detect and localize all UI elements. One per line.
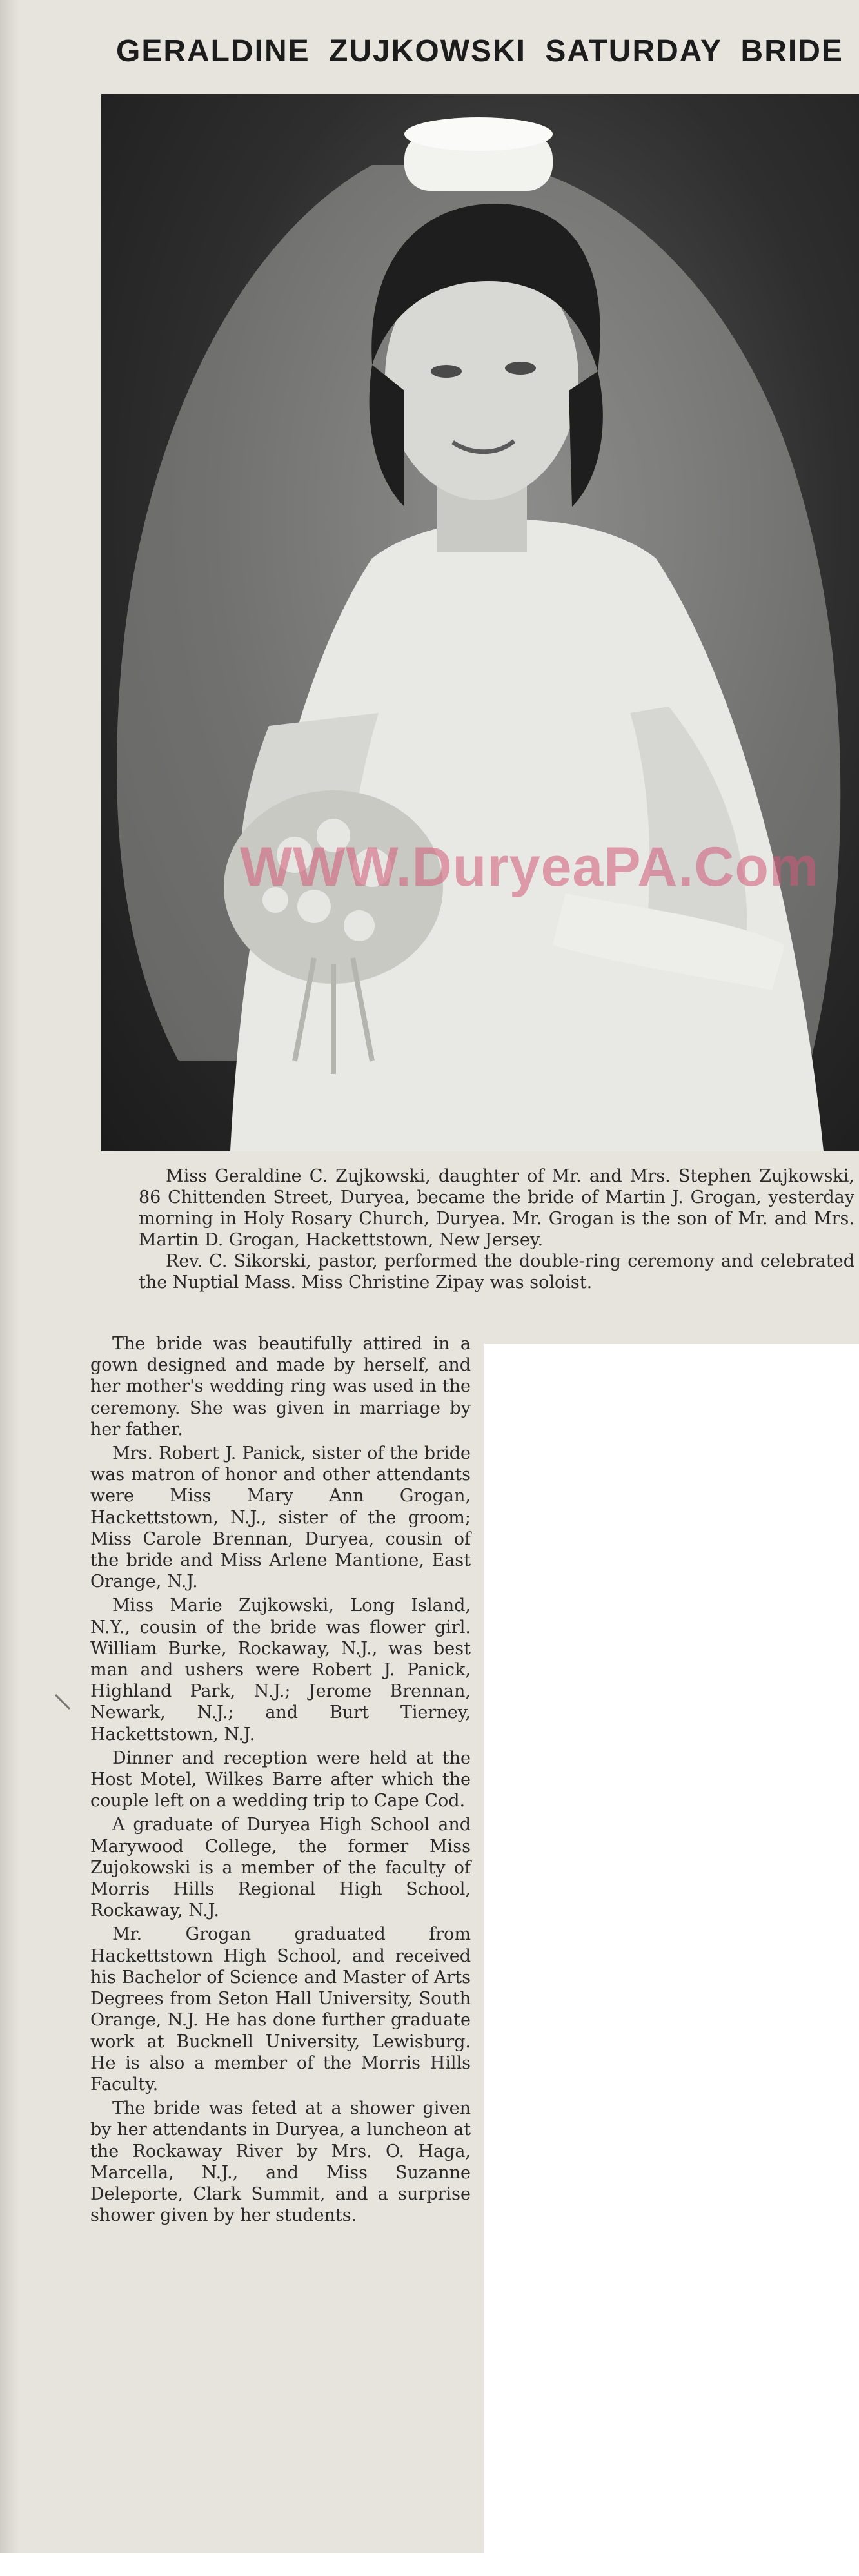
photo-caption xyxy=(139,1166,854,1293)
article-paragraph: Mrs. Robert J. Panick, sister of the bride was matron of honor and other attendants were Miss Mary Ann Grogan, Hackettstown, N.J., sister of the groom; Miss Carole Brennan, Duryea, cousin of the bride and Miss Arlene Mantione, East Orange, N.J. xyxy=(90,1443,471,1592)
blank-background-bottom xyxy=(0,2553,859,2576)
article-paragraph: Miss Marie Zujkowski, Long Island, N.Y., cousin of the bride was flower girl. William Burke, Rockaway, N.J., was best man and ushers were Robert J. Panick, Highland Park, N.J.; Jerome Brennan, Newark, N.J.; and Burt Tierney, Hackettstown, N.J. xyxy=(90,1595,471,1744)
article-paragraph: Dinner and reception were held at the Host Motel, Wilkes Barre after which the couple left on a wedding trip to Cape Cod. xyxy=(90,1748,471,1811)
paper-scratch-mark xyxy=(53,1692,72,1712)
caption-paragraph: Miss Geraldine C. Zujkowski, daughter of Mr. and Mrs. Stephen Zujkowski, 86 Chittenden Street, Duryea, became the bride of Martin J. Grogan, yesterday morning in Holy Rosary Church, Duryea. Mr. Grogan is the son of Mr. and Mrs. Martin D. Grogan, Hackettstown, New Jersey. xyxy=(139,1166,854,1250)
headline: GERALDINE ZUJKOWSKI SATURDAY BRIDE xyxy=(116,34,844,68)
bride-portrait-illustration xyxy=(101,94,859,1151)
article-paragraph: The bride was feted at a shower given by her attendants in Duryea, a luncheon at the Rockaway River by Mrs. O. Haga, Marcella, N.J., and Miss Suzanne Deleporte, Clark Summit, and a surprise shower given by her students. xyxy=(90,2098,471,2226)
caption-paragraph: Rev. C. Sikorski, pastor, performed the double-ring ceremony and celebrated the Nuptial Mass. Miss Christine Zipay was soloist. xyxy=(139,1251,854,1293)
article-paragraph: The bride was beautifully attired in a gown designed and made by herself, and her mother's wedding ring was used in the ceremony. She was given in marriage by her father. xyxy=(90,1334,471,1439)
site-watermark: WWW.DuryeaPA.Com xyxy=(240,836,820,898)
blank-background xyxy=(484,1344,859,2576)
article-paragraph: Mr. Grogan graduated from Hackettstown High School, and received his Bachelor of Science and Master of Arts Degrees from Seton Hall University, South Orange, N.J. He has done further graduate work at Bucknell University, Lewisburg. He is also a member of the Morris Hills Faculty. xyxy=(90,1924,471,2094)
bride-photo xyxy=(101,94,859,1151)
article-paragraph: A graduate of Duryea High School and Marywood College, the former Miss Zujokowski is a member of the faculty of Morris Hills Regional High School, Rockaway, N.J. xyxy=(90,1815,471,1921)
article-body xyxy=(90,1333,471,2229)
paper-edge-shadow xyxy=(0,0,19,2576)
